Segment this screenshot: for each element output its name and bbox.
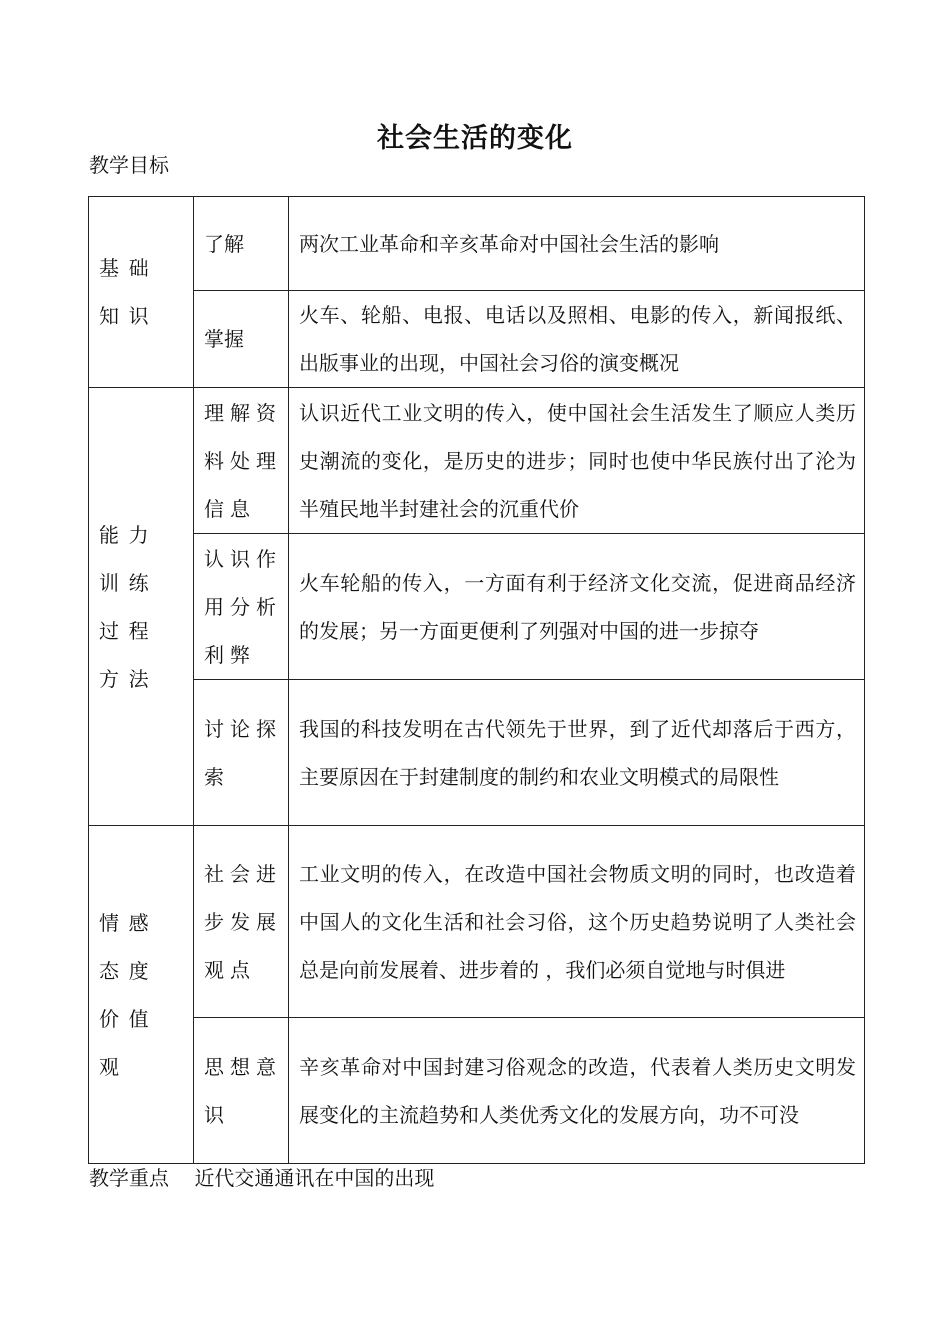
- sub-cell-data-processing: 理解资料处理信息: [194, 388, 289, 534]
- sub-cell-discussion: 讨论探索: [194, 680, 289, 826]
- desc-cell: 两次工业革命和辛亥革命对中国社会生活的影响: [289, 197, 865, 291]
- table-row: [89, 534, 865, 680]
- category-cell-emotional-values: 情感态度价值观: [89, 826, 194, 1164]
- category-cell-basic-knowledge: 基础知识: [89, 197, 194, 388]
- teaching-goals-table: [88, 196, 865, 1164]
- table-row: [89, 1018, 865, 1164]
- desc-cell: 认识近代工业文明的传入，使中国社会生活发生了顺应人类历史潮流的变化，是历史的进步；同时也使中华民族付出了沦为半殖民地半封建社会的沉重代价: [289, 388, 865, 534]
- teaching-focus-label: 教学重点: [89, 1166, 169, 1190]
- desc-cell: 我国的科技发明在古代领先于世界，到了近代却落后于西方，主要原因在于封建制度的制约和农业文明模式的局限性: [289, 680, 865, 826]
- table-row: [89, 197, 865, 291]
- desc-cell: 工业文明的传入，在改造中国社会物质文明的同时，也改造着中国人的文化生活和社会习俗，这个历史趋势说明了人类社会总是向前发展着、进步着的 ，我们必须自觉地与时俱进: [289, 826, 865, 1018]
- category-cell-ability-training: 能力训练过程方法: [89, 388, 194, 826]
- table-row: [89, 680, 865, 826]
- teaching-focus-text: 近代交通通讯在中国的出现: [194, 1166, 435, 1190]
- desc-cell: 火车轮船的传入，一方面有利于经济文化交流，促进商品经济的发展；另一方面更便利了列强对中国的进一步掠夺: [289, 534, 865, 680]
- section-label-teaching-goals: 教学目标: [89, 153, 169, 177]
- sub-cell-master: 掌握: [194, 291, 289, 388]
- sub-cell-ideology: 思想意识: [194, 1018, 289, 1164]
- desc-cell: 辛亥革命对中国封建习俗观念的改造，代表着人类历史文明发展变化的主流趋势和人类优秀文化的发展方向，功不可没: [289, 1018, 865, 1164]
- table-row: [89, 826, 865, 1018]
- document-title: 社会生活的变化: [377, 123, 573, 154]
- desc-cell: 火车、轮船、电报、电话以及照相、电影的传入，新闻报纸、出版事业的出现，中国社会习俗的演变概况: [289, 291, 865, 388]
- table-row: [89, 291, 865, 388]
- teaching-focus: [89, 1163, 434, 1193]
- sub-cell-social-progress: 社会进步发展观点: [194, 826, 289, 1018]
- sub-cell-analysis: 认识作用分析利弊: [194, 534, 289, 680]
- sub-cell-understand: 了解: [194, 197, 289, 291]
- table-row: [89, 388, 865, 534]
